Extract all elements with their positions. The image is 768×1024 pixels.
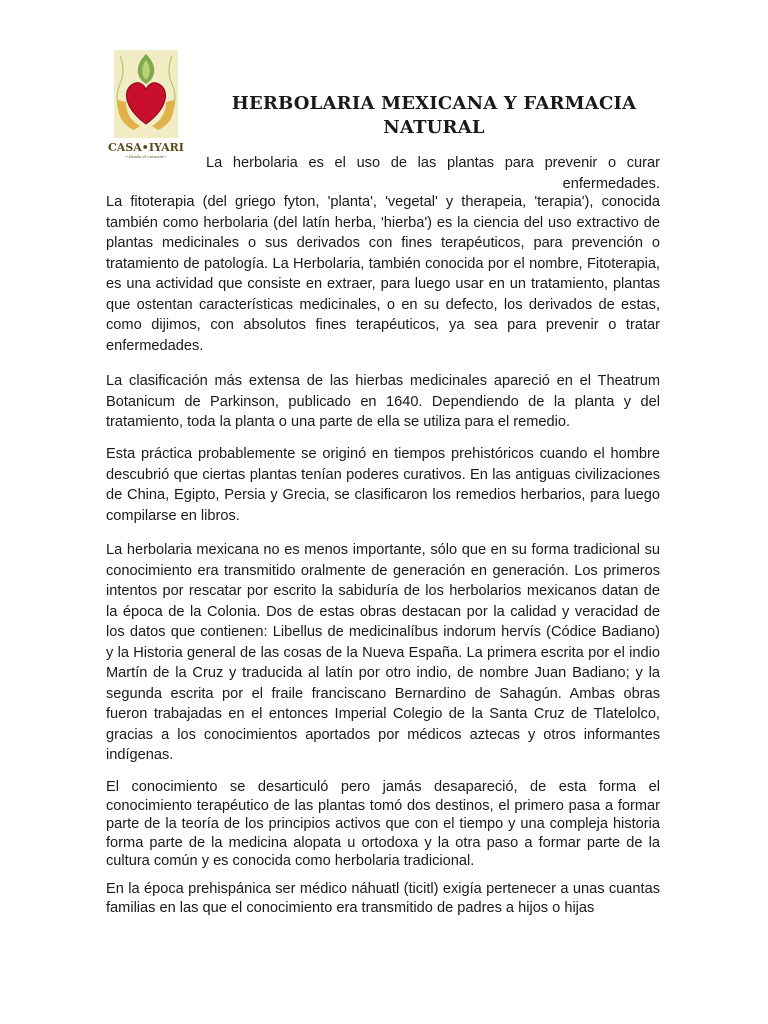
svg-text:CASA•IYARI: CASA•IYARI — [108, 141, 184, 154]
paragraph-epoca-prehispanica: En la época prehispánica ser médico náhuatl (ticitl) exigía pertenecer a unas cuantas familias en las que el conocimiento era transmitido de padres a hijos o hijas — [106, 881, 660, 916]
paragraph-clasificacion: La clasificación más extensa de las hierbas medicinales apareció en el Theatrum Botanicum de Parkinson, publicado en 1640. Dependiendo de la planta y del tratamiento, toda la planta o una parte de ella se utiliza para el remedio. — [106, 373, 660, 430]
paragraph-origen: Esta práctica probablemente se originó en tiempos prehistóricos cuando el hombre descubrió que ciertas plantas tenían poderes curativos. En las antiguas civilizaciones de China, Egipto, Persia y Grecia, se clasificaron los remedios herbarios, para luego compilarse en libros. — [106, 446, 660, 524]
paragraph-conocimiento: El conocimiento se desarticuló pero jamás desapareció, de esta forma el conocimiento terapéutico de las plantas tomó dos destinos, el primero pasa a formar parte de la teoría de los principios activos que con el tiempo y una compleja historia forma parte de la medicina alopata u ortodoxa y la otra paso a formar parte de la cultura común y es conocida como herbolaria tradicional. — [106, 779, 660, 870]
casa-iyari-logo — [106, 50, 186, 162]
intro-paragraph: La herbolaria es el uso de las plantas para prevenir o curar enfermedades. — [206, 155, 660, 192]
paragraph-fitoterapia: La fitoterapia (del griego fyton, 'planta', 'vegetal' y therapeia, 'terapia'), conocida también como herbolaria (del latín herba, 'hierba') es la ciencia del uso extractivo de plantas medicinales o sus derivados con fines terapéuticos, para prevención o tratamiento de patología. La Herbolaria, también conocida por el nombre, Fitoterapia, es una actividad que consiste en extraer, para luego usar en un tratamiento, plantas que ostentan características medicinales, o en su defecto, los derivados de estas, como dijimos, con absolutos fines terapéuticos, ya sea para prevenir o tratar enfermedades. — [106, 194, 660, 354]
document-title: HERBOLARIA MEXICANA Y FARMACIA NATURAL — [231, 93, 637, 138]
paragraph-herbolaria-mexicana: La herbolaria mexicana no es menos importante, sólo que en su forma tradicional su conocimiento era transmitido oralmente de generación en generación. Los primeros intentos por rescatar por escrito la sabiduría de los herbolarios mexicanos datan de la época de la Colonia. Dos de estas obras destacan por la calidad y veracidad de los datos que contienen: Libellus de medicinalíbus indorum hervís (Códice Badiano) y la Historia general de las cosas de la Nueva España. La primera escrita por el indio Martín de la Cruz y traducida al latín por otro indio, de nombre Juan Badiano; y la segunda escrita por el fraile franciscano Bernardino de Sahagún. Ambas obras fueron trabajadas en el entonces Imperial Colegio de la Santa Cruz de Tlatelolco, gracias a los conocimientos aportados por médicos aztecas y otros informantes indígenas. — [106, 542, 660, 763]
svg-text:~Desde el corazón~: ~Desde el corazón~ — [125, 154, 167, 159]
